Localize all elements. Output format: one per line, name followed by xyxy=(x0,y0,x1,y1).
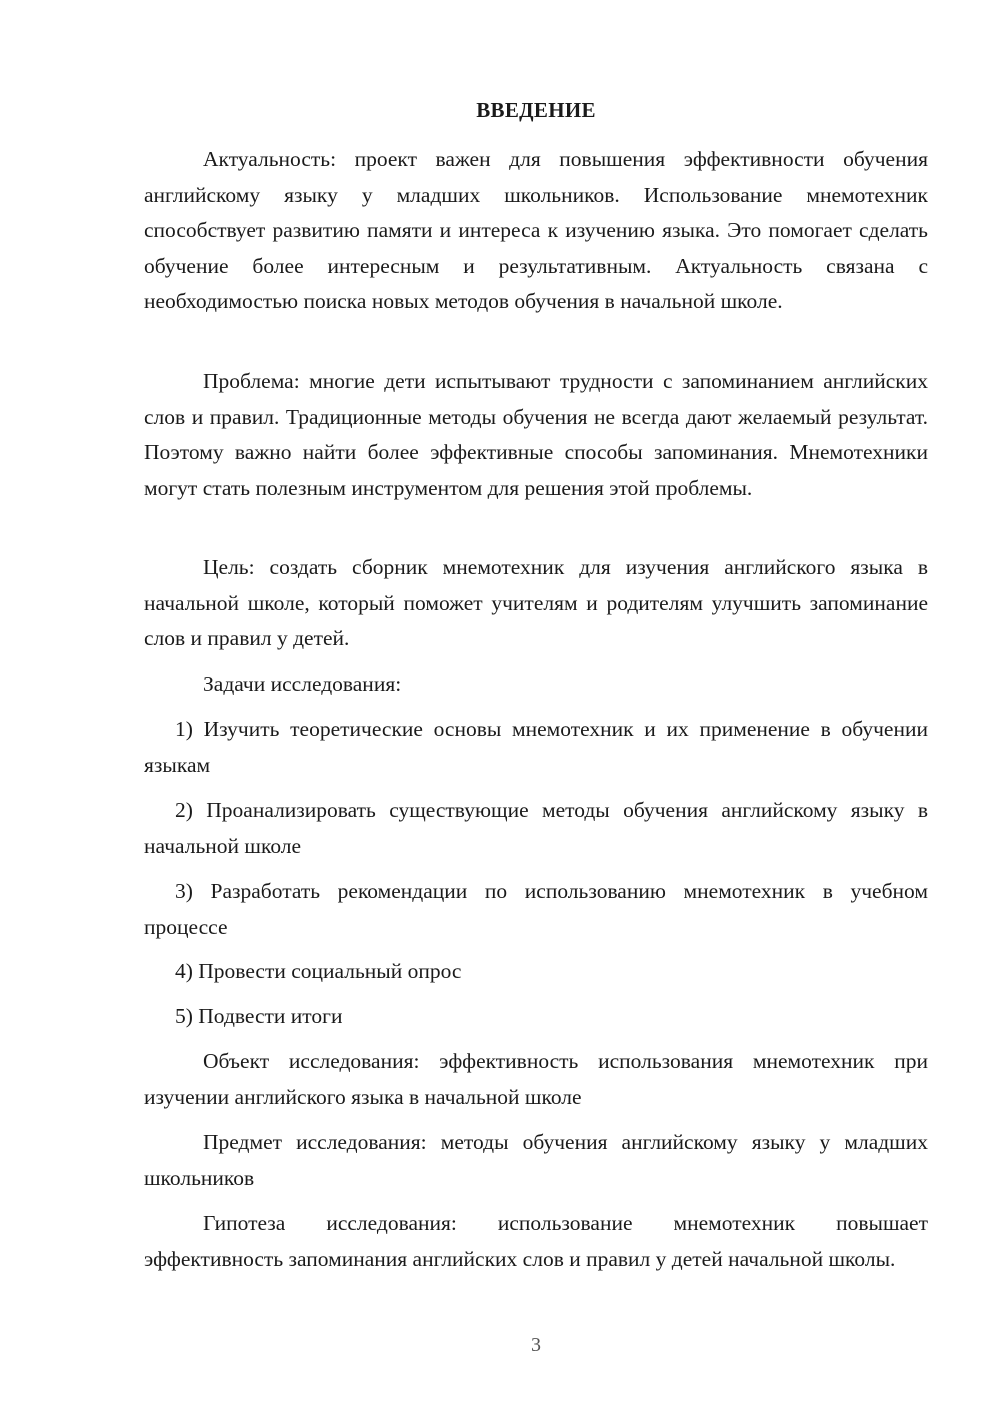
task-item-1: 1) Изучить теоретические основы мнемотехник и их применение в обучении языкам xyxy=(144,717,928,777)
task-item-3: 3) Разработать рекомендации по использованию мнемотехник в учебном процессе xyxy=(144,879,928,939)
tasks-title: Задачи исследования: xyxy=(203,672,402,696)
page-title: ВВЕДЕНИЕ xyxy=(476,98,596,122)
paragraph-problem: Проблема: многие дети испытывают трудности с запоминанием английских слов и правил. Традиционные методы обучения не всегда дают желаемый результат. Поэтому важно найти более эффективные способы запоминания. Мнемотехники могут стать полезным инструментом для решения этой проблемы. xyxy=(144,369,928,500)
task-item-2: 2) Проанализировать существующие методы обучения английскому языку в начальной школе xyxy=(144,798,928,858)
paragraph-relevance: Актуальность: проект важен для повышения эффективности обучения английскому языку у младших школьников. Использование мнемотехник способствует развитию памяти и интереса к изучению языка. Это помогает сделать обучение более интересным и результативным. Актуальность связана с необходимостью поиска новых методов обучения в начальной школе. xyxy=(144,147,928,313)
task-item-5: 5) Подвести итоги xyxy=(175,1004,343,1028)
paragraph-object: Объект исследования: эффективность использования мнемотехник при изучении английского языка в начальной школе xyxy=(144,1049,928,1109)
task-item-4: 4) Провести социальный опрос xyxy=(175,959,462,983)
page-number: 3 xyxy=(531,1334,541,1356)
paragraph-goal: Цель: создать сборник мнемотехник для изучения английского языка в начальной школе, который поможет учителям и родителям улучшить запоминание слов и правил у детей. xyxy=(144,555,928,650)
paragraph-subject: Предмет исследования: методы обучения английскому языку у младших школьников xyxy=(144,1130,928,1190)
paragraph-hypothesis: Гипотеза исследования: использование мнемотехник повышает эффективность запоминания английских слов и правил у детей начальной школы. xyxy=(144,1211,928,1271)
